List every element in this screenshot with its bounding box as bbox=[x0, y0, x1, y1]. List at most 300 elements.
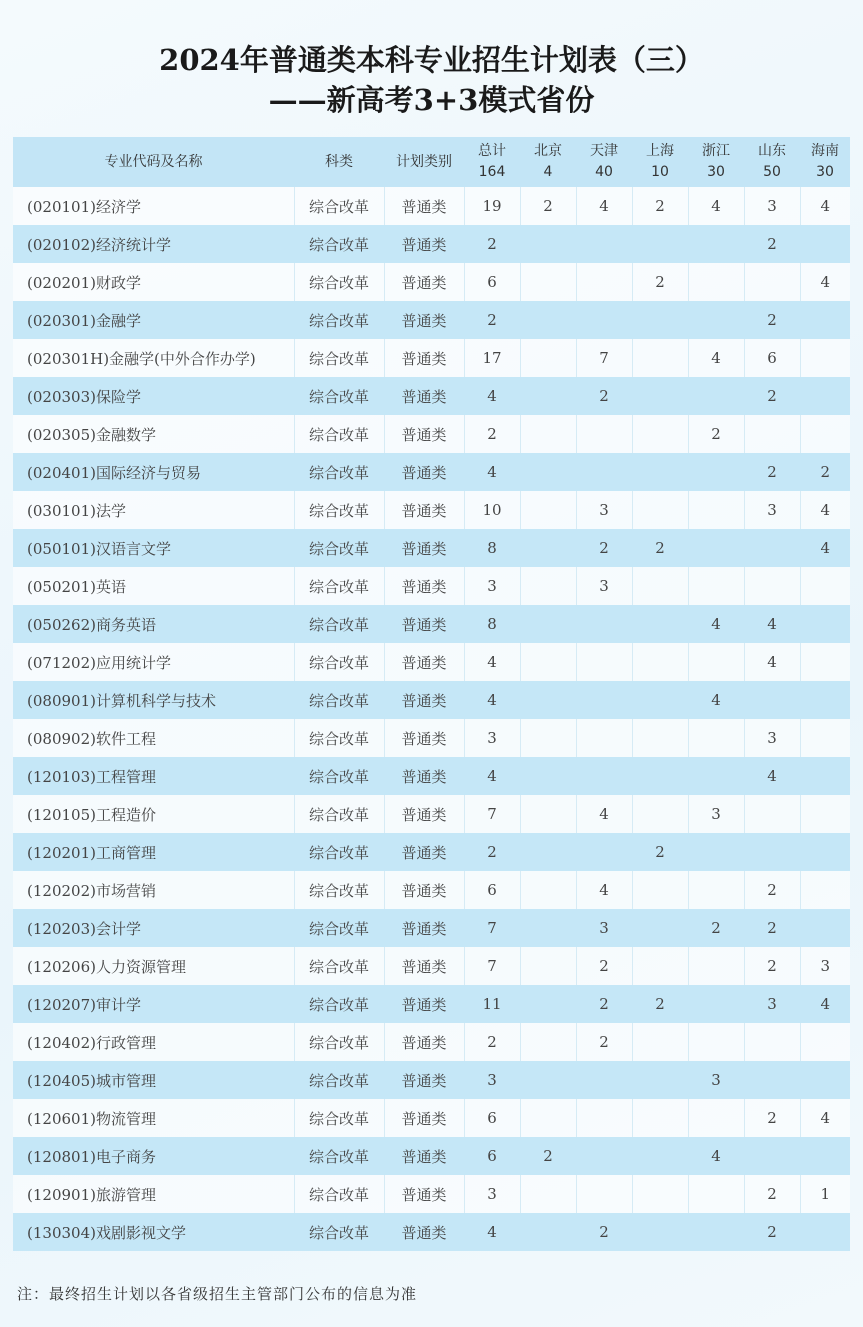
enrollment-plan-table bbox=[13, 137, 850, 1251]
quota-cell: 6 bbox=[464, 263, 520, 301]
quota-cell: 2 bbox=[576, 529, 632, 567]
table-header-row bbox=[13, 137, 850, 187]
quota-cell bbox=[632, 757, 688, 795]
quota-cell: 7 bbox=[576, 339, 632, 377]
table-row bbox=[13, 453, 850, 491]
subject-cell: 综合改革 bbox=[294, 1213, 384, 1251]
quota-cell: 2 bbox=[464, 1023, 520, 1061]
major-name: (120801)电子商务 bbox=[13, 1137, 294, 1175]
quota-cell bbox=[744, 567, 800, 605]
quota-cell: 2 bbox=[576, 947, 632, 985]
major-name: (120206)人力资源管理 bbox=[13, 947, 294, 985]
quota-cell bbox=[800, 567, 850, 605]
table-row bbox=[13, 301, 850, 339]
subject-cell: 综合改革 bbox=[294, 909, 384, 947]
header-major: 专业代码及名称 bbox=[13, 137, 294, 187]
table-row bbox=[13, 529, 850, 567]
table-row bbox=[13, 681, 850, 719]
major-name: (120201)工商管理 bbox=[13, 833, 294, 871]
major-name: (120202)市场营销 bbox=[13, 871, 294, 909]
quota-cell: 2 bbox=[632, 263, 688, 301]
quota-cell: 2 bbox=[632, 187, 688, 225]
header-column-6 bbox=[800, 137, 850, 187]
quota-cell: 3 bbox=[688, 795, 744, 833]
quota-cell: 6 bbox=[744, 339, 800, 377]
major-name: (030101)法学 bbox=[13, 491, 294, 529]
quota-cell bbox=[632, 491, 688, 529]
quota-cell: 4 bbox=[464, 377, 520, 415]
quota-cell bbox=[520, 263, 576, 301]
column-name: 北京 bbox=[534, 143, 562, 159]
quota-cell: 3 bbox=[464, 1061, 520, 1099]
plan-type-cell: 普通类 bbox=[384, 947, 464, 985]
quota-cell bbox=[520, 1023, 576, 1061]
header-column-5 bbox=[744, 137, 800, 187]
quota-cell bbox=[744, 529, 800, 567]
quota-cell bbox=[800, 225, 850, 263]
major-name: (120103)工程管理 bbox=[13, 757, 294, 795]
quota-cell: 2 bbox=[632, 529, 688, 567]
quota-cell bbox=[632, 453, 688, 491]
header-column-4 bbox=[688, 137, 744, 187]
quota-cell bbox=[688, 1023, 744, 1061]
quota-cell: 4 bbox=[744, 643, 800, 681]
quota-cell: 4 bbox=[800, 985, 850, 1023]
subject-cell: 综合改革 bbox=[294, 947, 384, 985]
quota-cell bbox=[688, 567, 744, 605]
table-row bbox=[13, 757, 850, 795]
quota-cell: 7 bbox=[464, 909, 520, 947]
quota-cell bbox=[688, 643, 744, 681]
quota-cell: 3 bbox=[688, 1061, 744, 1099]
quota-cell bbox=[520, 909, 576, 947]
quota-cell bbox=[632, 871, 688, 909]
quota-cell: 6 bbox=[464, 1099, 520, 1137]
quota-cell: 3 bbox=[744, 719, 800, 757]
header-column-3 bbox=[632, 137, 688, 187]
header-column-1 bbox=[520, 137, 576, 187]
column-name: 浙江 bbox=[702, 143, 730, 159]
quota-cell: 4 bbox=[744, 605, 800, 643]
quota-cell bbox=[576, 453, 632, 491]
quota-cell: 2 bbox=[744, 453, 800, 491]
quota-cell: 8 bbox=[464, 605, 520, 643]
column-total: 30 bbox=[816, 164, 834, 180]
quota-cell bbox=[800, 377, 850, 415]
plan-type-cell: 普通类 bbox=[384, 225, 464, 263]
quota-cell: 4 bbox=[800, 529, 850, 567]
quota-cell: 4 bbox=[800, 263, 850, 301]
plan-type-cell: 普通类 bbox=[384, 301, 464, 339]
quota-cell bbox=[520, 453, 576, 491]
quota-cell: 3 bbox=[464, 719, 520, 757]
table-row bbox=[13, 1175, 850, 1213]
major-name: (020401)国际经济与贸易 bbox=[13, 453, 294, 491]
table-row bbox=[13, 1023, 850, 1061]
quota-cell bbox=[632, 1099, 688, 1137]
major-name: (020303)保险学 bbox=[13, 377, 294, 415]
quota-cell bbox=[520, 1099, 576, 1137]
quota-cell: 4 bbox=[464, 1213, 520, 1251]
quota-cell bbox=[576, 681, 632, 719]
quota-cell bbox=[520, 225, 576, 263]
quota-cell: 2 bbox=[464, 833, 520, 871]
quota-cell bbox=[576, 1099, 632, 1137]
quota-cell bbox=[632, 339, 688, 377]
major-name: (020201)财政学 bbox=[13, 263, 294, 301]
quota-cell: 7 bbox=[464, 947, 520, 985]
quota-cell: 2 bbox=[464, 301, 520, 339]
quota-cell: 3 bbox=[464, 567, 520, 605]
plan-type-cell: 普通类 bbox=[384, 339, 464, 377]
quota-cell bbox=[576, 263, 632, 301]
quota-cell bbox=[576, 301, 632, 339]
quota-cell bbox=[520, 415, 576, 453]
header-plan-type: 计划类别 bbox=[384, 137, 464, 187]
page-subtitle: ——新高考3+3模式省份 bbox=[268, 83, 595, 117]
quota-cell bbox=[576, 833, 632, 871]
quota-cell bbox=[576, 1061, 632, 1099]
column-total: 4 bbox=[543, 164, 553, 180]
subject-cell: 综合改革 bbox=[294, 1175, 384, 1213]
quota-cell: 2 bbox=[744, 225, 800, 263]
major-name: (120203)会计学 bbox=[13, 909, 294, 947]
quota-cell bbox=[800, 605, 850, 643]
quota-cell bbox=[800, 1061, 850, 1099]
quota-cell: 2 bbox=[744, 1099, 800, 1137]
quota-cell bbox=[632, 1061, 688, 1099]
quota-cell bbox=[688, 947, 744, 985]
major-name: (130304)戏剧影视文学 bbox=[13, 1213, 294, 1251]
quota-cell: 8 bbox=[464, 529, 520, 567]
table-row bbox=[13, 1061, 850, 1099]
quota-cell: 1 bbox=[800, 1175, 850, 1213]
quota-cell bbox=[632, 567, 688, 605]
subject-cell: 综合改革 bbox=[294, 833, 384, 871]
quota-cell bbox=[744, 1061, 800, 1099]
quota-cell bbox=[520, 1061, 576, 1099]
plan-type-cell: 普通类 bbox=[384, 1023, 464, 1061]
quota-cell bbox=[800, 301, 850, 339]
quota-cell bbox=[688, 529, 744, 567]
quota-cell: 2 bbox=[520, 1137, 576, 1175]
plan-type-cell: 普通类 bbox=[384, 187, 464, 225]
quota-cell bbox=[744, 1137, 800, 1175]
quota-cell bbox=[632, 1175, 688, 1213]
quota-cell: 2 bbox=[576, 1213, 632, 1251]
quota-cell bbox=[520, 605, 576, 643]
major-name: (080902)软件工程 bbox=[13, 719, 294, 757]
quota-cell: 2 bbox=[688, 909, 744, 947]
plan-type-cell: 普通类 bbox=[384, 415, 464, 453]
quota-cell: 3 bbox=[576, 909, 632, 947]
quota-cell: 4 bbox=[688, 681, 744, 719]
quota-cell bbox=[632, 795, 688, 833]
plan-type-cell: 普通类 bbox=[384, 985, 464, 1023]
plan-type-cell: 普通类 bbox=[384, 529, 464, 567]
subject-cell: 综合改革 bbox=[294, 681, 384, 719]
quota-cell bbox=[632, 1137, 688, 1175]
header-column-2 bbox=[576, 137, 632, 187]
quota-cell: 2 bbox=[744, 871, 800, 909]
quota-cell bbox=[576, 1137, 632, 1175]
quota-cell: 3 bbox=[576, 491, 632, 529]
subject-cell: 综合改革 bbox=[294, 643, 384, 681]
quota-cell: 3 bbox=[744, 985, 800, 1023]
quota-cell: 4 bbox=[464, 453, 520, 491]
table-row bbox=[13, 1137, 850, 1175]
major-name: (120105)工程造价 bbox=[13, 795, 294, 833]
major-name: (020102)经济统计学 bbox=[13, 225, 294, 263]
quota-cell: 3 bbox=[464, 1175, 520, 1213]
major-name: (120405)城市管理 bbox=[13, 1061, 294, 1099]
subject-cell: 综合改革 bbox=[294, 605, 384, 643]
major-name: (020305)金融数学 bbox=[13, 415, 294, 453]
table-row bbox=[13, 187, 850, 225]
quota-cell: 2 bbox=[632, 833, 688, 871]
quota-cell bbox=[688, 833, 744, 871]
subject-cell: 综合改革 bbox=[294, 1061, 384, 1099]
quota-cell bbox=[632, 643, 688, 681]
subject-cell: 综合改革 bbox=[294, 225, 384, 263]
quota-cell: 3 bbox=[744, 491, 800, 529]
major-name: (050262)商务英语 bbox=[13, 605, 294, 643]
quota-cell: 2 bbox=[800, 453, 850, 491]
table-row bbox=[13, 719, 850, 757]
quota-cell bbox=[744, 833, 800, 871]
quota-cell bbox=[800, 1137, 850, 1175]
quota-cell bbox=[520, 643, 576, 681]
plan-type-cell: 普通类 bbox=[384, 681, 464, 719]
quota-cell bbox=[632, 909, 688, 947]
quota-cell bbox=[632, 605, 688, 643]
table-row bbox=[13, 909, 850, 947]
plan-type-cell: 普通类 bbox=[384, 833, 464, 871]
quota-cell bbox=[520, 681, 576, 719]
table-row bbox=[13, 985, 850, 1023]
subject-cell: 综合改革 bbox=[294, 757, 384, 795]
quota-cell bbox=[800, 339, 850, 377]
subject-cell: 综合改革 bbox=[294, 339, 384, 377]
quota-cell bbox=[632, 225, 688, 263]
subject-cell: 综合改革 bbox=[294, 1023, 384, 1061]
major-name: (120402)行政管理 bbox=[13, 1023, 294, 1061]
quota-cell: 4 bbox=[800, 187, 850, 225]
plan-type-cell: 普通类 bbox=[384, 871, 464, 909]
quota-cell bbox=[632, 301, 688, 339]
quota-cell: 6 bbox=[464, 871, 520, 909]
plan-type-cell: 普通类 bbox=[384, 1137, 464, 1175]
column-total: 50 bbox=[763, 164, 781, 180]
quota-cell: 4 bbox=[576, 871, 632, 909]
quota-cell bbox=[520, 833, 576, 871]
quota-cell bbox=[520, 795, 576, 833]
table-row bbox=[13, 871, 850, 909]
quota-cell bbox=[800, 795, 850, 833]
table-row bbox=[13, 339, 850, 377]
quota-cell: 4 bbox=[464, 643, 520, 681]
quota-cell bbox=[800, 833, 850, 871]
quota-cell: 19 bbox=[464, 187, 520, 225]
quota-cell bbox=[800, 643, 850, 681]
quota-cell bbox=[632, 1023, 688, 1061]
quota-cell bbox=[688, 1213, 744, 1251]
subject-cell: 综合改革 bbox=[294, 871, 384, 909]
quota-cell bbox=[520, 491, 576, 529]
quota-cell: 3 bbox=[576, 567, 632, 605]
plan-type-cell: 普通类 bbox=[384, 1099, 464, 1137]
table-row bbox=[13, 567, 850, 605]
quota-cell bbox=[800, 415, 850, 453]
subject-cell: 综合改革 bbox=[294, 491, 384, 529]
quota-cell: 2 bbox=[688, 415, 744, 453]
plan-type-cell: 普通类 bbox=[384, 567, 464, 605]
quota-cell: 3 bbox=[744, 187, 800, 225]
quota-cell: 2 bbox=[744, 909, 800, 947]
quota-cell: 2 bbox=[744, 947, 800, 985]
table-row bbox=[13, 795, 850, 833]
major-name: (071202)应用统计学 bbox=[13, 643, 294, 681]
major-name: (050101)汉语言文学 bbox=[13, 529, 294, 567]
subject-cell: 综合改革 bbox=[294, 377, 384, 415]
quota-cell: 4 bbox=[464, 681, 520, 719]
table-row bbox=[13, 415, 850, 453]
major-name: (120207)审计学 bbox=[13, 985, 294, 1023]
quota-cell bbox=[520, 339, 576, 377]
quota-cell: 2 bbox=[744, 1175, 800, 1213]
subject-cell: 综合改革 bbox=[294, 719, 384, 757]
page-title: 2024年普通类本科专业招生计划表（三） bbox=[159, 43, 704, 77]
plan-type-cell: 普通类 bbox=[384, 491, 464, 529]
quota-cell bbox=[800, 909, 850, 947]
quota-cell: 2 bbox=[576, 985, 632, 1023]
quota-cell bbox=[800, 681, 850, 719]
plan-type-cell: 普通类 bbox=[384, 1061, 464, 1099]
quota-cell: 4 bbox=[800, 491, 850, 529]
header-column-0 bbox=[464, 137, 520, 187]
quota-cell: 11 bbox=[464, 985, 520, 1023]
plan-type-cell: 普通类 bbox=[384, 1213, 464, 1251]
quota-cell bbox=[688, 377, 744, 415]
plan-type-cell: 普通类 bbox=[384, 795, 464, 833]
major-name: (120601)物流管理 bbox=[13, 1099, 294, 1137]
quota-cell bbox=[688, 453, 744, 491]
plan-type-cell: 普通类 bbox=[384, 377, 464, 415]
subject-cell: 综合改革 bbox=[294, 263, 384, 301]
quota-cell bbox=[632, 1213, 688, 1251]
quota-cell bbox=[688, 1175, 744, 1213]
table-row bbox=[13, 643, 850, 681]
table-row bbox=[13, 605, 850, 643]
quota-cell bbox=[520, 947, 576, 985]
table-row bbox=[13, 225, 850, 263]
quota-cell: 4 bbox=[688, 339, 744, 377]
quota-cell: 2 bbox=[744, 301, 800, 339]
quota-cell bbox=[576, 225, 632, 263]
header-subject: 科类 bbox=[294, 137, 384, 187]
plan-type-cell: 普通类 bbox=[384, 757, 464, 795]
quota-cell: 4 bbox=[464, 757, 520, 795]
subject-cell: 综合改革 bbox=[294, 567, 384, 605]
quota-cell: 2 bbox=[464, 415, 520, 453]
quota-cell bbox=[632, 415, 688, 453]
quota-cell bbox=[520, 871, 576, 909]
quota-cell bbox=[576, 415, 632, 453]
quota-cell: 4 bbox=[576, 795, 632, 833]
quota-cell: 2 bbox=[576, 377, 632, 415]
plan-type-cell: 普通类 bbox=[384, 263, 464, 301]
quota-cell: 4 bbox=[744, 757, 800, 795]
subject-cell: 综合改革 bbox=[294, 187, 384, 225]
quota-cell bbox=[744, 263, 800, 301]
column-total: 30 bbox=[707, 164, 725, 180]
table-row bbox=[13, 263, 850, 301]
quota-cell bbox=[744, 415, 800, 453]
quota-cell bbox=[520, 301, 576, 339]
column-total: 164 bbox=[478, 164, 506, 180]
quota-cell bbox=[688, 263, 744, 301]
quota-cell bbox=[800, 871, 850, 909]
quota-cell bbox=[800, 719, 850, 757]
subject-cell: 综合改革 bbox=[294, 453, 384, 491]
quota-cell bbox=[688, 1099, 744, 1137]
major-name: (020101)经济学 bbox=[13, 187, 294, 225]
subject-cell: 综合改革 bbox=[294, 795, 384, 833]
quota-cell bbox=[688, 719, 744, 757]
plan-type-cell: 普通类 bbox=[384, 719, 464, 757]
quota-cell bbox=[520, 1175, 576, 1213]
quota-cell bbox=[744, 1023, 800, 1061]
quota-cell bbox=[576, 1175, 632, 1213]
plan-type-cell: 普通类 bbox=[384, 1175, 464, 1213]
quota-cell: 2 bbox=[632, 985, 688, 1023]
major-name: (050201)英语 bbox=[13, 567, 294, 605]
column-name: 天津 bbox=[590, 143, 618, 159]
table-row bbox=[13, 1213, 850, 1251]
quota-cell bbox=[688, 491, 744, 529]
quota-cell bbox=[576, 719, 632, 757]
plan-type-cell: 普通类 bbox=[384, 453, 464, 491]
quota-cell: 4 bbox=[800, 1099, 850, 1137]
quota-cell bbox=[576, 605, 632, 643]
subject-cell: 综合改革 bbox=[294, 415, 384, 453]
quota-cell bbox=[520, 1213, 576, 1251]
quota-cell bbox=[800, 757, 850, 795]
quota-cell bbox=[688, 301, 744, 339]
quota-cell: 2 bbox=[464, 225, 520, 263]
quota-cell: 4 bbox=[688, 187, 744, 225]
major-name: (020301H)金融学(中外合作办学) bbox=[13, 339, 294, 377]
plan-type-cell: 普通类 bbox=[384, 643, 464, 681]
quota-cell bbox=[520, 529, 576, 567]
quota-cell bbox=[688, 757, 744, 795]
quota-cell bbox=[576, 757, 632, 795]
plan-type-cell: 普通类 bbox=[384, 605, 464, 643]
table-row bbox=[13, 377, 850, 415]
major-name: (120901)旅游管理 bbox=[13, 1175, 294, 1213]
table-row bbox=[13, 1099, 850, 1137]
subject-cell: 综合改革 bbox=[294, 1137, 384, 1175]
quota-cell bbox=[520, 985, 576, 1023]
quota-cell bbox=[688, 225, 744, 263]
quota-cell bbox=[520, 377, 576, 415]
quota-cell: 2 bbox=[576, 1023, 632, 1061]
quota-cell bbox=[520, 719, 576, 757]
subject-cell: 综合改革 bbox=[294, 301, 384, 339]
column-total: 40 bbox=[595, 164, 613, 180]
column-name: 总计 bbox=[478, 143, 506, 159]
subject-cell: 综合改革 bbox=[294, 985, 384, 1023]
